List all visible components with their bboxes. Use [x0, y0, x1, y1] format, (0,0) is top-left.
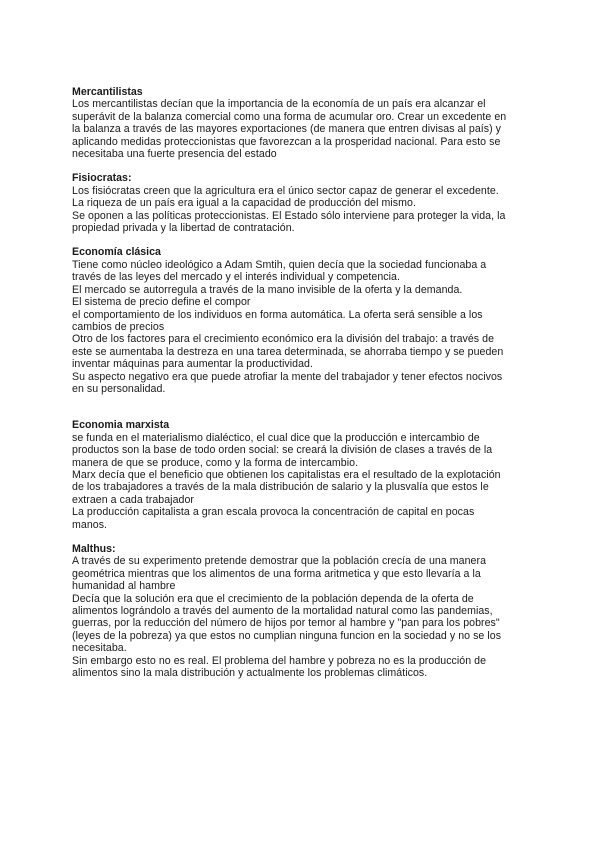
paragraph-line: Sin embargo esto no es real. El problema del hambre y pobreza no es la producción de	[72, 654, 487, 667]
section-economia-clasica	[72, 246, 542, 395]
paragraph-line: necesitaba.	[72, 642, 127, 655]
section-heading: Malthus:	[72, 543, 116, 555]
section-spacer	[72, 160, 542, 172]
paragraph-line: Marx decía que el beneficio que obtienen los capitalistas era el resultado de la explotación	[72, 468, 501, 481]
section-economia-marxista	[72, 419, 542, 531]
paragraph-line: inventar máquinas para aumentar la productividad.	[72, 358, 313, 371]
paragraph-line: manos.	[72, 518, 108, 531]
paragraph-line: guerras, por la reducción del número de hijos por temor al hambre y "pan para los pobres"	[72, 617, 500, 630]
section-fisiocratas	[72, 172, 542, 234]
section-heading: Fisiocratas:	[72, 172, 132, 185]
paragraph-line: través de las leyes del mercado y el interés individual y competencia.	[72, 271, 400, 284]
paragraph-line: aplicando medidas proteccionistas que favorezcan a la prosperidad nacional. Para esto se	[72, 135, 501, 148]
paragraph-line: la balanza a través de las mayores exportaciones (de manera que entren divisas al país) y	[72, 123, 502, 136]
paragraph-line: cambios de precios	[72, 320, 165, 333]
paragraph-line: este se aumentaba la destreza en una tarea determinada, se ahorraba tiempo y se pueden	[72, 345, 504, 358]
paragraph-line: el comportamiento de los individuos en forma automática. La oferta será sensible a los	[72, 308, 483, 321]
section-spacer	[72, 395, 542, 419]
paragraph-line: Decía que la solución era que el crecimiento de la población dependa de la oferta de	[72, 592, 474, 605]
paragraph-line: en su personalidad.	[72, 382, 166, 395]
section-heading: Economia marxista	[72, 419, 170, 432]
paragraph-line: manera de que se produce, como y la forma de intercambio.	[72, 456, 359, 469]
paragraph-line: superávit de la balanza comercial como una forma de acumular oro. Crear un excedente en	[72, 110, 507, 123]
section-mercantilistas	[72, 86, 542, 160]
paragraph-line: A través de su experimento pretende demostrar que la población crecía de una manera	[72, 555, 487, 568]
section-heading: Mercantilistas	[72, 86, 143, 98]
paragraph-line: Los fisiócratas creen que la agricultura era el único sector capaz de generar el excedente.	[72, 184, 499, 197]
paragraph-line: de los trabajadores a través de la mala distribución de salario y la plusvalía que estos le	[72, 481, 489, 494]
paragraph-line: Otro de los factores para el crecimiento económico era la división del trabajo: a través de	[72, 333, 495, 346]
section-heading: Economía clásica	[72, 246, 161, 259]
paragraph-line: extraen a cada trabajador	[72, 493, 194, 506]
paragraph-line: (leyes de la pobreza) ya que estos no cumplian ninguna funcion en la sociedad y no se los	[72, 629, 502, 642]
paragraph-line: necesitaba una fuerte presencia del estado	[72, 148, 277, 161]
paragraph-line: alimentos sino la mala distribución y actualmente los problemas climáticos.	[72, 667, 428, 680]
paragraph-line: La riqueza de un país era igual a la capacidad de producción del mismo.	[72, 197, 416, 210]
section-spacer	[72, 234, 542, 246]
paragraph-line: geométrica mientras que los alimentos de una forma aritmetica y que esto llevaría a la	[72, 567, 481, 580]
paragraph-line: El mercado se autorregula a través de la mano invisible de la oferta y la demanda.	[72, 283, 463, 296]
document-page	[72, 86, 542, 679]
paragraph-line: Tiene como núcleo ideológico a Adam Smtih, quien decía que la sociedad funcionaba a	[72, 258, 487, 271]
paragraph-line: humanidad al hambre	[72, 580, 176, 593]
paragraph-line: se funda en el materialismo dialéctico, el cual dice que la producción e intercambio de	[72, 431, 480, 444]
paragraph-line: Los mercantilistas decían que la importancia de la economía de un país era alcanzar el	[72, 98, 486, 111]
paragraph-line: El sistema de precio define el compor	[72, 296, 251, 309]
paragraph-line: Se oponen a las políticas proteccionistas. El Estado sólo interviene para proteger la vida, la	[72, 209, 506, 222]
section-malthus	[72, 543, 542, 679]
paragraph-line: productos son la base de todo orden social: se creará la división de clases a través de la	[72, 444, 493, 457]
paragraph-line: propiedad privada y la libertad de contratación.	[72, 222, 295, 235]
paragraph-line: Su aspecto negativo era que puede atrofiar la mente del trabajador y tener efectos nocivos	[72, 370, 503, 383]
paragraph-line: La producción capitalista a gran escala provoca la concentración de capital en pocas	[72, 506, 475, 519]
section-spacer	[72, 531, 542, 543]
paragraph-line: alimentos lográndolo a través del aumento de la mortalidad natural como las pandemias,	[72, 605, 493, 618]
